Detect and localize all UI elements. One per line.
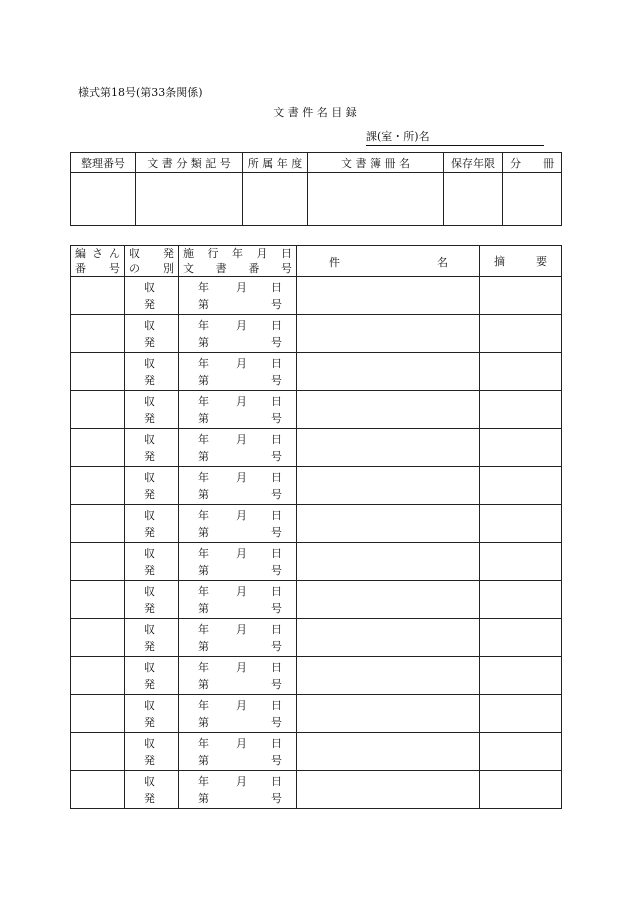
cell-filing-number[interactable] xyxy=(71,173,136,226)
receive-label: 収 xyxy=(144,774,155,788)
number-suffix-label: 号 xyxy=(271,677,282,691)
header-subject: 件 名 xyxy=(297,246,480,277)
year-label: 年 xyxy=(198,394,209,408)
table-row xyxy=(71,695,562,733)
cell-enforcement[interactable] xyxy=(179,695,297,733)
cell-subject[interactable] xyxy=(297,353,480,391)
header-volume: 分 冊 xyxy=(503,153,562,173)
cell-summary[interactable] xyxy=(480,733,562,771)
send-label: 発 xyxy=(144,791,155,805)
number-suffix-label: 号 xyxy=(271,297,282,311)
receive-label: 収 xyxy=(144,698,155,712)
number-prefix-label: 第 xyxy=(198,753,209,767)
month-label: 月 xyxy=(236,622,247,636)
cell-receive-send[interactable] xyxy=(125,695,179,733)
cell-compile-number[interactable] xyxy=(71,429,125,467)
table-row xyxy=(71,733,562,771)
day-label: 日 xyxy=(271,470,282,484)
number-suffix-label: 号 xyxy=(271,335,282,349)
number-prefix-label: 第 xyxy=(198,601,209,615)
receive-label: 収 xyxy=(144,280,155,294)
table-row xyxy=(71,353,562,391)
receive-label: 収 xyxy=(144,318,155,332)
cell-compile-number[interactable] xyxy=(71,771,125,809)
number-prefix-label: 第 xyxy=(198,677,209,691)
year-label: 年 xyxy=(198,546,209,560)
send-label: 発 xyxy=(144,563,155,577)
cell-receive-send[interactable] xyxy=(125,353,179,391)
receive-label: 収 xyxy=(144,394,155,408)
cell-volume[interactable] xyxy=(503,173,562,226)
cell-enforcement[interactable] xyxy=(179,619,297,657)
receive-label: 収 xyxy=(144,736,155,750)
cell-receive-send[interactable] xyxy=(125,543,179,581)
send-label: 発 xyxy=(144,487,155,501)
number-prefix-label: 第 xyxy=(198,297,209,311)
month-label: 月 xyxy=(236,508,247,522)
year-label: 年 xyxy=(198,432,209,446)
cell-compile-number[interactable] xyxy=(71,467,125,505)
cell-summary[interactable] xyxy=(480,315,562,353)
register-header-table xyxy=(70,152,562,226)
month-label: 月 xyxy=(236,280,247,294)
day-label: 日 xyxy=(271,736,282,750)
cell-enforcement[interactable] xyxy=(179,771,297,809)
cell-enforcement[interactable] xyxy=(179,505,297,543)
number-suffix-label: 号 xyxy=(271,373,282,387)
year-label: 年 xyxy=(198,280,209,294)
year-label: 年 xyxy=(198,584,209,598)
table-row xyxy=(71,657,562,695)
cell-receive-send[interactable] xyxy=(125,657,179,695)
number-prefix-label: 第 xyxy=(198,487,209,501)
cell-enforcement[interactable] xyxy=(179,353,297,391)
department-label: 課(室・所)名 xyxy=(366,130,430,143)
day-label: 日 xyxy=(271,774,282,788)
cell-receive-send[interactable] xyxy=(125,315,179,353)
cell-receive-send[interactable] xyxy=(125,277,179,315)
number-suffix-label: 号 xyxy=(271,753,282,767)
cell-subject[interactable] xyxy=(297,467,480,505)
header-classification-code: 文 書 分 類 記 号 xyxy=(136,153,243,173)
number-suffix-label: 号 xyxy=(271,639,282,653)
month-label: 月 xyxy=(236,736,247,750)
day-label: 日 xyxy=(271,622,282,636)
cell-compile-number[interactable] xyxy=(71,733,125,771)
number-prefix-label: 第 xyxy=(198,715,209,729)
number-prefix-label: 第 xyxy=(198,639,209,653)
cell-fiscal-year[interactable] xyxy=(243,173,308,226)
day-label: 日 xyxy=(271,280,282,294)
send-label: 発 xyxy=(144,297,155,311)
receive-label: 収 xyxy=(144,508,155,522)
cell-retention-period[interactable] xyxy=(444,173,503,226)
cell-summary[interactable] xyxy=(480,619,562,657)
header-ledger-name: 文 書 簿 冊 名 xyxy=(308,153,444,173)
header-receive-send: 収 発 の 別 xyxy=(125,246,179,277)
year-label: 年 xyxy=(198,470,209,484)
send-label: 発 xyxy=(144,715,155,729)
cell-subject[interactable] xyxy=(297,505,480,543)
day-label: 日 xyxy=(271,660,282,674)
number-prefix-label: 第 xyxy=(198,335,209,349)
cell-compile-number[interactable] xyxy=(71,619,125,657)
send-label: 発 xyxy=(144,677,155,691)
cell-receive-send[interactable] xyxy=(125,429,179,467)
cell-summary[interactable] xyxy=(480,581,562,619)
month-label: 月 xyxy=(236,546,247,560)
cell-enforcement[interactable] xyxy=(179,657,297,695)
send-label: 発 xyxy=(144,449,155,463)
number-prefix-label: 第 xyxy=(198,449,209,463)
receive-label: 収 xyxy=(144,660,155,674)
cell-compile-number[interactable] xyxy=(71,505,125,543)
send-label: 発 xyxy=(144,601,155,615)
month-label: 月 xyxy=(236,584,247,598)
cell-summary[interactable] xyxy=(480,467,562,505)
send-label: 発 xyxy=(144,753,155,767)
cell-ledger-name[interactable] xyxy=(308,173,444,226)
header-summary: 摘 要 xyxy=(480,246,562,277)
receive-label: 収 xyxy=(144,432,155,446)
month-label: 月 xyxy=(236,432,247,446)
cell-compile-number[interactable] xyxy=(71,695,125,733)
cell-subject[interactable] xyxy=(297,543,480,581)
document-title: 文 書 件 名 目 録 xyxy=(273,106,357,119)
cell-subject[interactable] xyxy=(297,277,480,315)
table-row xyxy=(71,277,562,315)
send-label: 発 xyxy=(144,411,155,425)
cell-receive-send[interactable] xyxy=(125,467,179,505)
number-suffix-label: 号 xyxy=(271,487,282,501)
cell-summary[interactable] xyxy=(480,695,562,733)
table-row xyxy=(71,581,562,619)
cell-compile-number[interactable] xyxy=(71,581,125,619)
cell-subject[interactable] xyxy=(297,429,480,467)
receive-label: 収 xyxy=(144,622,155,636)
department-name-field[interactable] xyxy=(366,128,544,146)
receive-label: 収 xyxy=(144,356,155,370)
header-filing-number: 整理番号 xyxy=(71,153,136,173)
cell-enforcement[interactable] xyxy=(179,391,297,429)
cell-receive-send[interactable] xyxy=(125,581,179,619)
month-label: 月 xyxy=(236,356,247,370)
number-prefix-label: 第 xyxy=(198,373,209,387)
cell-subject[interactable] xyxy=(297,733,480,771)
day-label: 日 xyxy=(271,318,282,332)
table-row xyxy=(71,505,562,543)
cell-summary[interactable] xyxy=(480,657,562,695)
number-suffix-label: 号 xyxy=(271,601,282,615)
send-label: 発 xyxy=(144,639,155,653)
number-suffix-label: 号 xyxy=(271,525,282,539)
table-row xyxy=(71,429,562,467)
year-label: 年 xyxy=(198,774,209,788)
year-label: 年 xyxy=(198,356,209,370)
receive-label: 収 xyxy=(144,584,155,598)
cell-receive-send[interactable] xyxy=(125,771,179,809)
year-label: 年 xyxy=(198,660,209,674)
cell-enforcement[interactable] xyxy=(179,733,297,771)
cell-receive-send[interactable] xyxy=(125,619,179,657)
table-row xyxy=(71,619,562,657)
number-suffix-label: 号 xyxy=(271,715,282,729)
day-label: 日 xyxy=(271,356,282,370)
month-label: 月 xyxy=(236,660,247,674)
table-row xyxy=(71,771,562,809)
cell-enforcement[interactable] xyxy=(179,581,297,619)
document-list-table xyxy=(70,245,562,809)
cell-summary[interactable] xyxy=(480,277,562,315)
year-label: 年 xyxy=(198,318,209,332)
year-label: 年 xyxy=(198,508,209,522)
cell-enforcement[interactable] xyxy=(179,277,297,315)
form-reference: 様式第18号(第33条関係) xyxy=(78,86,203,99)
day-label: 日 xyxy=(271,698,282,712)
header-fiscal-year: 所 属 年 度 xyxy=(243,153,308,173)
cell-summary[interactable] xyxy=(480,505,562,543)
send-label: 発 xyxy=(144,373,155,387)
day-label: 日 xyxy=(271,432,282,446)
cell-summary[interactable] xyxy=(480,429,562,467)
number-suffix-label: 号 xyxy=(271,563,282,577)
day-label: 日 xyxy=(271,508,282,522)
cell-subject[interactable] xyxy=(297,581,480,619)
header-retention-period: 保存年限 xyxy=(444,153,503,173)
day-label: 日 xyxy=(271,546,282,560)
year-label: 年 xyxy=(198,698,209,712)
number-prefix-label: 第 xyxy=(198,563,209,577)
day-label: 日 xyxy=(271,584,282,598)
year-label: 年 xyxy=(198,736,209,750)
receive-label: 収 xyxy=(144,470,155,484)
number-prefix-label: 第 xyxy=(198,791,209,805)
table-row xyxy=(71,315,562,353)
year-label: 年 xyxy=(198,622,209,636)
cell-enforcement[interactable] xyxy=(179,467,297,505)
send-label: 発 xyxy=(144,335,155,349)
cell-summary[interactable] xyxy=(480,543,562,581)
month-label: 月 xyxy=(236,318,247,332)
cell-compile-number[interactable] xyxy=(71,543,125,581)
receive-label: 収 xyxy=(144,546,155,560)
cell-enforcement[interactable] xyxy=(179,543,297,581)
cell-receive-send[interactable] xyxy=(125,733,179,771)
header-enforcement-date-number: 施 行 年 月 日 文 書 番 号 xyxy=(179,246,297,277)
cell-enforcement[interactable] xyxy=(179,315,297,353)
month-label: 月 xyxy=(236,774,247,788)
cell-subject[interactable] xyxy=(297,657,480,695)
day-label: 日 xyxy=(271,394,282,408)
number-suffix-label: 号 xyxy=(271,411,282,425)
cell-subject[interactable] xyxy=(297,391,480,429)
cell-compile-number[interactable] xyxy=(71,315,125,353)
table-row xyxy=(71,467,562,505)
month-label: 月 xyxy=(236,470,247,484)
number-prefix-label: 第 xyxy=(198,411,209,425)
table-row xyxy=(71,543,562,581)
cell-summary[interactable] xyxy=(480,391,562,429)
cell-subject[interactable] xyxy=(297,315,480,353)
send-label: 発 xyxy=(144,525,155,539)
number-prefix-label: 第 xyxy=(198,525,209,539)
cell-subject[interactable] xyxy=(297,695,480,733)
number-suffix-label: 号 xyxy=(271,449,282,463)
month-label: 月 xyxy=(236,394,247,408)
cell-receive-send[interactable] xyxy=(125,505,179,543)
cell-subject[interactable] xyxy=(297,771,480,809)
cell-classification-code[interactable] xyxy=(136,173,243,226)
cell-compile-number[interactable] xyxy=(71,353,125,391)
cell-summary[interactable] xyxy=(480,353,562,391)
cell-compile-number[interactable] xyxy=(71,277,125,315)
cell-compile-number[interactable] xyxy=(71,657,125,695)
cell-enforcement[interactable] xyxy=(179,429,297,467)
cell-compile-number[interactable] xyxy=(71,391,125,429)
number-suffix-label: 号 xyxy=(271,791,282,805)
month-label: 月 xyxy=(236,698,247,712)
header-compile-number: 編 さ ん 番 号 xyxy=(71,246,125,277)
table-row xyxy=(71,391,562,429)
cell-summary[interactable] xyxy=(480,771,562,809)
cell-receive-send[interactable] xyxy=(125,391,179,429)
cell-subject[interactable] xyxy=(297,619,480,657)
